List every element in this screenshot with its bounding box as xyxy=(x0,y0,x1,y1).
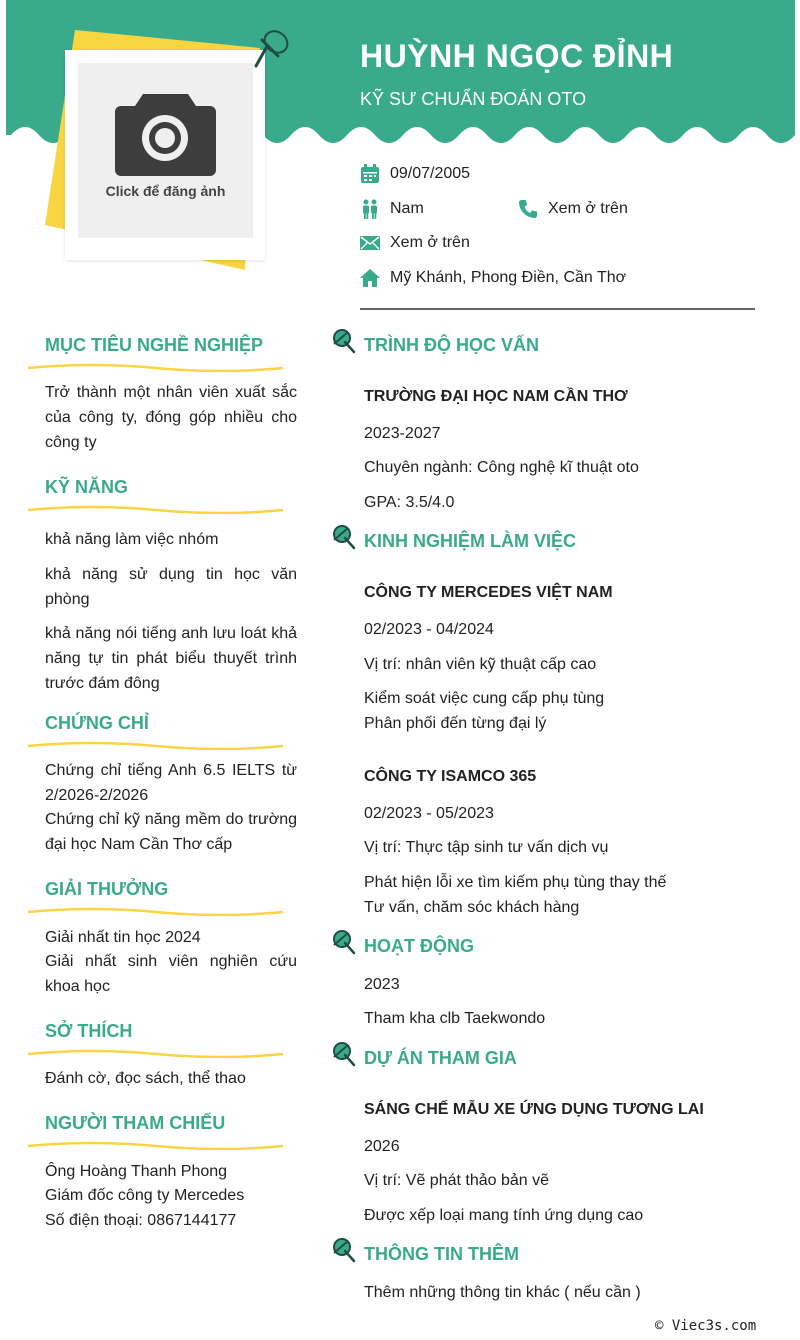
skill-item: khả năng sử dụng tin học văn phòng xyxy=(45,566,297,608)
objective-text: Trở thành một nhân viên xuất sắc của công ty, đóng góp nhiều cho công ty xyxy=(45,384,297,451)
contact-email xyxy=(360,233,470,253)
awards-heading: GIẢI THƯỞNG xyxy=(45,879,169,899)
pushpin-icon xyxy=(330,1041,356,1067)
awards-wave-divider xyxy=(28,906,283,916)
job-period: 02/2023 - 05/2023 xyxy=(364,805,494,822)
job-period: 02/2023 - 04/2024 xyxy=(364,621,494,638)
pushpin-icon xyxy=(330,929,356,955)
job-position: Vị trí: Thực tập sinh tư vấn dịch vụ xyxy=(364,839,609,856)
certificates-wave-divider xyxy=(28,740,283,750)
skill-item: khả năng nói tiếng anh lưu loát khả năng tự tin phát biểu thuyết trình trước đám đông xyxy=(45,625,297,692)
email-value: Xem ở trên xyxy=(390,234,470,251)
projects-heading: DỰ ÁN THAM GIA xyxy=(364,1048,517,1068)
certificate-item: Chứng chỉ tiếng Anh 6.5 IELTS từ 2/2026-2/2026 xyxy=(45,762,297,804)
gender-icon xyxy=(360,199,380,219)
education-gpa: GPA: 3.5/4.0 xyxy=(364,494,455,511)
email-icon xyxy=(360,233,380,253)
contact-phone xyxy=(518,199,628,219)
pushpin-icon xyxy=(330,1237,356,1263)
skill-item: khả năng làm việc nhóm xyxy=(45,531,219,548)
gender-value: Nam xyxy=(390,200,424,217)
job-company: CÔNG TY ISAMCO 365 xyxy=(364,768,537,785)
project-description: Được xếp loại mang tính ứng dụng cao xyxy=(364,1207,644,1224)
photo-frame xyxy=(65,50,265,260)
contact-divider xyxy=(360,308,755,310)
skills-heading: KỸ NĂNG xyxy=(45,477,129,497)
experience-heading: KINH NGHIỆM LÀM VIỆC xyxy=(364,531,577,551)
certificates-heading: CHỨNG CHỈ xyxy=(45,713,149,733)
pushpin-icon xyxy=(248,26,292,74)
hobbies-heading: SỞ THÍCH xyxy=(45,1021,133,1041)
project-name: SÁNG CHẾ MẪU XE ỨNG DỤNG TƯƠNG LAI xyxy=(364,1101,704,1118)
job-description: Phân phối đến từng đại lý xyxy=(364,715,547,732)
skills-wave-divider xyxy=(28,504,283,514)
education-heading: TRÌNH ĐỘ HỌC VẤN xyxy=(364,335,539,355)
activity-description: Tham kha clb Taekwondo xyxy=(364,1010,546,1027)
extra-info-heading: THÔNG TIN THÊM xyxy=(364,1244,519,1264)
reference-position: Giám đốc công ty Mercedes xyxy=(45,1187,245,1204)
pushpin-icon xyxy=(330,524,356,550)
references-wave-divider xyxy=(28,1140,283,1150)
activities-heading: HOẠT ĐỘNG xyxy=(364,936,474,956)
dob-value: 09/07/2005 xyxy=(390,165,471,182)
candidate-title: KỸ SƯ CHUẨN ĐOÁN OTO xyxy=(360,89,587,109)
reference-phone: Số điện thoại: 0867144177 xyxy=(45,1212,237,1229)
pushpin-icon xyxy=(330,328,356,354)
education-years: 2023-2027 xyxy=(364,425,441,442)
reference-name: Ông Hoàng Thanh Phong xyxy=(45,1163,228,1180)
footer-credit: © Viec3s.com xyxy=(655,1318,757,1334)
camera-icon xyxy=(113,88,218,180)
objective-wave-divider xyxy=(28,362,283,372)
candidate-name: HUỲNH NGỌC ĐỈNH xyxy=(360,38,674,74)
home-icon xyxy=(360,268,380,288)
award-item: Giải nhất tin học 2024 xyxy=(45,929,201,946)
photo-area xyxy=(40,20,290,280)
phone-value: Xem ở trên xyxy=(548,200,628,217)
project-year: 2026 xyxy=(364,1138,400,1155)
photo-upload-label: Click để đăng ảnh xyxy=(105,183,226,199)
calendar-icon xyxy=(360,164,380,184)
contact-dob xyxy=(360,164,470,184)
objective-heading: MỤC TIÊU NGHỀ NGHIỆP xyxy=(45,335,264,355)
address-value: Mỹ Khánh, Phong Điền, Cần Thơ xyxy=(390,269,627,286)
phone-icon xyxy=(518,199,538,219)
certificate-item: Chứng chỉ kỹ năng mềm do trường đại học Nam Cần Thơ cấp xyxy=(45,811,297,853)
job-description: Phát hiện lỗi xe tìm kiếm phụ tùng thay thế xyxy=(364,874,667,891)
job-description: Kiểm soát việc cung cấp phụ tùng xyxy=(364,690,605,707)
contact-gender xyxy=(360,199,424,219)
references-heading: NGƯỜI THAM CHIẾU xyxy=(45,1113,226,1133)
job-position: Vị trí: nhân viên kỹ thuật cấp cao xyxy=(364,656,597,673)
education-school: TRƯỜNG ĐẠI HỌC NAM CẦN THƠ xyxy=(364,388,628,405)
contact-address xyxy=(360,268,626,288)
hobbies-wave-divider xyxy=(28,1048,283,1058)
photo-upload[interactable] xyxy=(78,63,253,238)
job-company: CÔNG TY MERCEDES VIỆT NAM xyxy=(364,584,613,601)
extra-info-text: Thêm những thông tin khác ( nếu cần ) xyxy=(364,1284,641,1301)
award-item: Giải nhất sinh viên nghiên cứu khoa học xyxy=(45,953,297,995)
hobbies-text: Đánh cờ, đọc sách, thể thao xyxy=(45,1070,246,1087)
education-major: Chuyên ngành: Công nghệ kĩ thuật oto xyxy=(364,459,639,476)
job-description: Tư vấn, chăm sóc khách hàng xyxy=(364,899,580,916)
project-role: Vị trí: Vẽ phát thảo bản vẽ xyxy=(364,1172,550,1189)
activity-year: 2023 xyxy=(364,976,400,993)
